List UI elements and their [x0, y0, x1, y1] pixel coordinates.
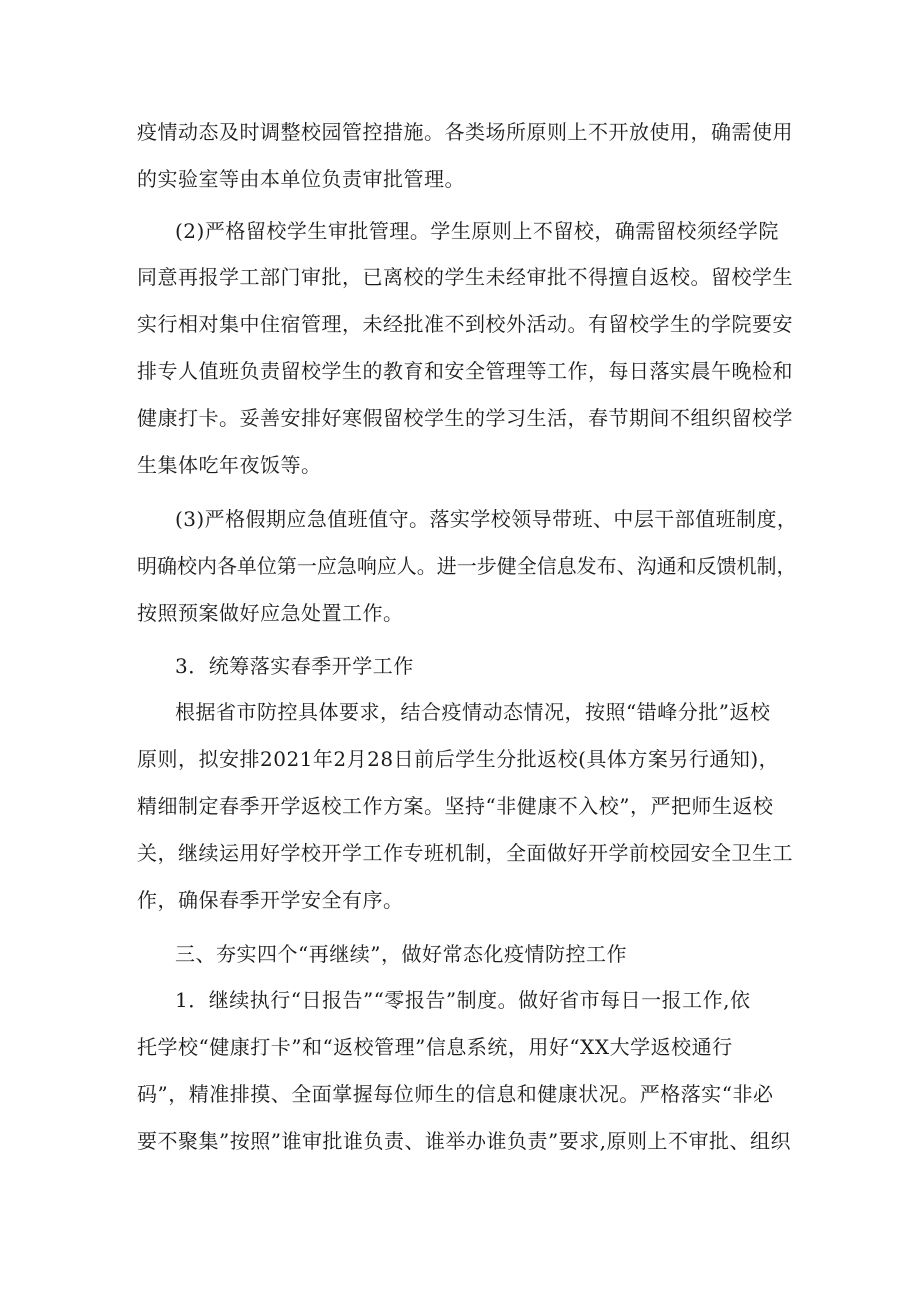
section-heading-three: 三、夯实四个“再继续”，做好常态化疫情防控工作 — [175, 942, 627, 966]
text-line-21: 码”，精准排摸、全面掌握每位师生的信息和健康状况。严格落实“非必 — [137, 1082, 774, 1106]
text-line-11: 按照预案做好应急处置工作。 — [137, 601, 404, 625]
section-heading-3: 3．统筹落实春季开学工作 — [175, 654, 414, 678]
text-line-10: 明确校内各单位第一应急响应人。进一步健全信息发布、沟通和反馈机制， — [137, 554, 797, 578]
text-line-1: 疫情动态及时调整校园管控措施。各类场所原则上不开放使用，确需使用 — [137, 120, 793, 144]
text-line-20: 托学校“健康打卡”和“返校管理”信息系统，用好“XX大学返校通行 — [137, 1035, 733, 1059]
text-line-22: 要不聚集”按照”谁审批谁负责、谁举办谁负责”要求,原则上不审批、组织 — [137, 1129, 792, 1153]
text-line-17: 作，确保春季开学安全有序。 — [137, 888, 404, 912]
text-line-3: (2)严格留校学生审批管理。学生原则上不留校，确需留校须经学院 — [175, 219, 779, 243]
text-line-13: 根据省市防控具体要求，结合疫情动态情况，按照“错峰分批”返校 — [175, 700, 771, 724]
text-line-7: 健康打卡。妥善安排好寒假留校学生的学习生活，春节期间不组织留校学 — [137, 406, 793, 430]
text-line-4: 同意再报学工部门审批，已离校的学生未经审批不得擅自返校。留校学生 — [137, 265, 793, 289]
text-line-2: 的实验室等由本单位负责审批管理。 — [137, 167, 465, 191]
text-line-6: 排专人值班负责留校学生的教育和安全管理等工作，每日落实晨午晚检和 — [137, 359, 793, 383]
text-line-8: 生集体吃年夜饭等。 — [137, 453, 322, 477]
text-line-5: 实行相对集中住宿管理，未经批准不到校外活动。有留校学生的学院要安 — [137, 312, 793, 336]
text-line-19: 1．继续执行“日报告”“零报告”制度。做好省市每日一报工作,依 — [175, 988, 751, 1012]
text-line-15: 精细制定春季开学返校工作方案。坚持“非健康不入校”，严把师生返校 — [137, 794, 774, 818]
text-line-16: 关，继续运用好学校开学工作专班机制，全面做好开学前校园安全卫生工 — [137, 841, 793, 865]
text-line-9: (3)严格假期应急值班值守。落实学校领导带班、中层干部值班制度， — [175, 507, 798, 531]
text-line-14: 原则，拟安排2021年2月28日前后学生分批返校(具体方案另行通知)， — [137, 747, 780, 771]
